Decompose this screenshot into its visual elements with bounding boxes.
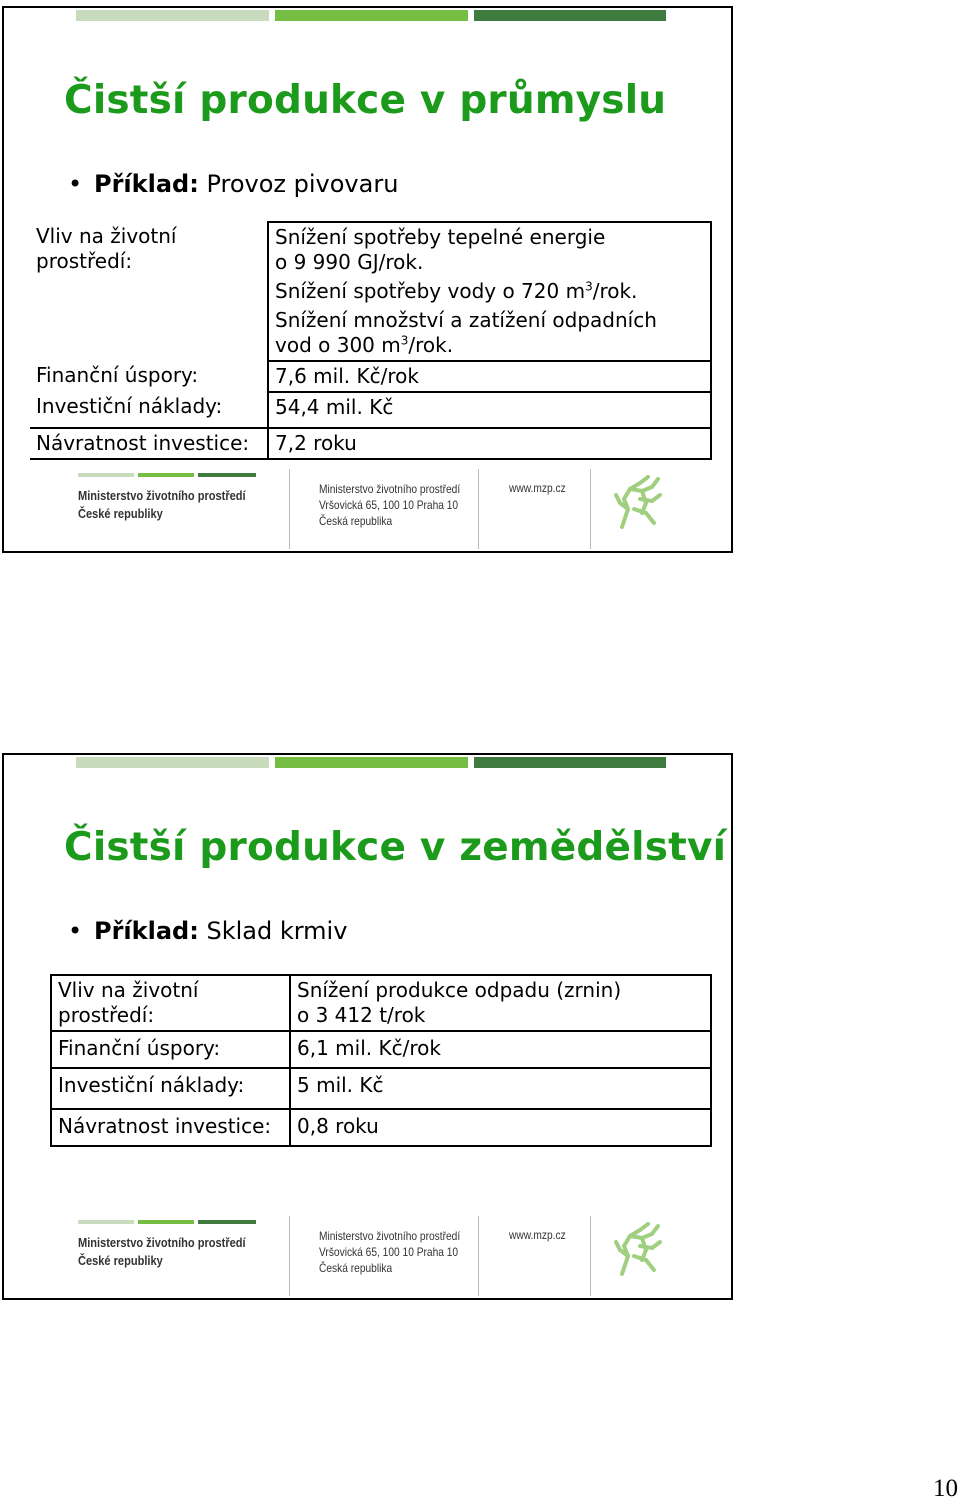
page-number: 10	[933, 1475, 958, 1502]
address-line-1: Ministerstvo životního prostředí	[319, 1229, 461, 1243]
example-label: Příklad:	[94, 170, 199, 198]
value-payback: 0,8 roku	[290, 1109, 711, 1146]
address-line-3: Česká republika	[319, 514, 393, 529]
label-investment: Investiční náklady:	[51, 1068, 290, 1109]
website-link[interactable]: www.mzp.cz	[509, 1228, 566, 1242]
value-environment	[290, 975, 711, 1031]
example-bullet	[68, 170, 398, 198]
value-investment: 5 mil. Kč	[290, 1068, 711, 1109]
address-line-2: Vršovická 65, 100 10 Praha 10	[319, 498, 459, 513]
ministry-line-1: Ministerstvo životního prostředí	[78, 1235, 246, 1250]
header-bar-dark	[474, 10, 666, 21]
slide-title: Čistší produkce v průmyslu	[64, 78, 667, 123]
env-line-2: o 3 412 t/rok	[297, 1003, 426, 1027]
slide-footer	[4, 1210, 731, 1298]
info-table	[50, 974, 712, 1147]
ministry-line-2: České republiky	[78, 505, 163, 521]
footer-divider	[590, 469, 591, 549]
env-line-3: Snížení spotřeby vody o 720 $m^3$/rok.	[275, 279, 638, 303]
slide-footer	[4, 463, 731, 551]
example-bullet	[68, 917, 347, 945]
header-bar-dark	[474, 757, 666, 768]
ministry-line-2: České republiky	[78, 1252, 163, 1268]
czech-lion-icon	[612, 469, 668, 533]
slide-title: Čistší produkce v zemědělství	[64, 825, 727, 870]
example-value: Sklad krmiv	[206, 917, 348, 945]
env-line-1: Snížení spotřeby tepelné energie	[275, 225, 606, 249]
header-bar-light	[76, 10, 269, 21]
bullet-dot: •	[68, 917, 83, 945]
label-payback: Návratnost investice:	[51, 1109, 290, 1146]
label-environment: Vliv na životní prostředí:	[58, 978, 199, 1027]
footer-divider	[478, 469, 479, 549]
label-investment: Investiční náklady:	[36, 394, 223, 418]
ministry-logo-text	[78, 487, 246, 522]
label-savings: Finanční úspory:	[51, 1031, 290, 1068]
value-savings: 7,6 mil. Kč/rok	[268, 361, 711, 392]
ministry-address	[319, 481, 460, 530]
label-savings: Finanční úspory:	[36, 363, 199, 387]
address-line-1: Ministerstvo životního prostředí	[319, 482, 461, 496]
website-link[interactable]: www.mzp.cz	[509, 481, 566, 495]
env-line-1: Snížení produkce odpadu (zrnin)	[297, 978, 622, 1002]
logo-stripes	[78, 1220, 256, 1226]
header-bar-mid	[275, 757, 468, 768]
value-investment: 54,4 mil. Kč	[268, 392, 711, 428]
env-line-5: vod o 300 $m^3$/rok.	[275, 333, 454, 357]
ministry-address	[319, 1228, 460, 1277]
footer-divider	[590, 1216, 591, 1296]
example-label: Příklad:	[94, 917, 199, 945]
info-table	[30, 221, 712, 460]
slide-1	[2, 6, 733, 553]
address-line-2: Vršovická 65, 100 10 Praha 10	[319, 1245, 459, 1260]
czech-lion-icon	[612, 1216, 668, 1280]
value-environment	[268, 222, 711, 361]
ministry-line-1: Ministerstvo životního prostředí	[78, 488, 246, 503]
logo-stripes	[78, 473, 256, 479]
footer-divider	[478, 1216, 479, 1296]
env-line-4: Snížení množství a zatížení odpadních	[275, 308, 657, 332]
slide-2	[2, 753, 733, 1300]
env-line-2: o 9 990 GJ/rok.	[275, 250, 424, 274]
footer-divider	[289, 1216, 290, 1296]
address-line-3: Česká republika	[319, 1261, 393, 1276]
footer-divider	[289, 469, 290, 549]
example-value: Provoz pivovaru	[206, 170, 399, 198]
header-bar-light	[76, 757, 269, 768]
value-payback: 7,2 roku	[268, 428, 711, 459]
bullet-dot: •	[68, 170, 83, 198]
label-payback: Návratnost investice:	[30, 428, 268, 459]
header-bar-mid	[275, 10, 468, 21]
ministry-logo-text	[78, 1234, 246, 1269]
value-savings: 6,1 mil. Kč/rok	[290, 1031, 711, 1068]
label-environment: Vliv na životní prostředí:	[36, 224, 177, 273]
